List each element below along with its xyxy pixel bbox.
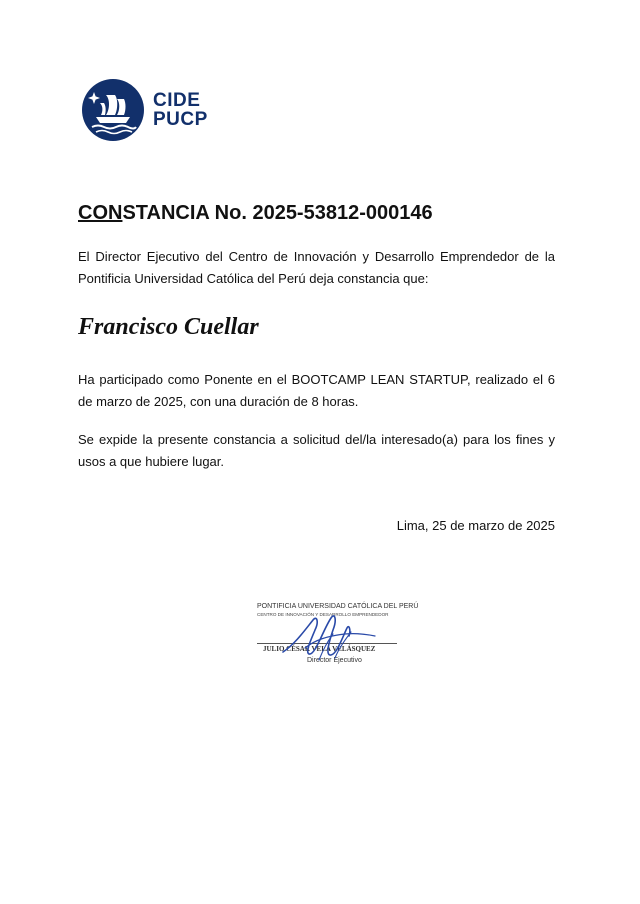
signature-stamp <box>235 598 419 676</box>
cide-pucp-logo <box>82 79 208 141</box>
handwritten-signature-icon <box>275 600 385 670</box>
signer-name: JULIO CÉSAR VELA VELÁSQUEZ <box>263 645 376 653</box>
participation-paragraph: Ha participado como Ponente en el BOOTCAMP LEAN STARTUP, realizado el 6 de marzo de 2025, con una duración de 8 horas. <box>78 372 555 409</box>
stamp-department: CENTRO DE INNOVACIÓN Y DESARROLLO EMPRENDEDOR <box>257 612 389 617</box>
recipient-name: Francisco Cuellar <box>78 314 259 340</box>
title-underlined-part: CON <box>78 202 123 224</box>
signer-role: Director Ejecutivo <box>307 657 362 664</box>
ship-star-emblem-icon <box>82 79 144 141</box>
purpose-paragraph: Se expide la presente constancia a solicitud del/la interesado(a) para los fines y usos a que hubiere lugar. <box>78 432 555 469</box>
intro-paragraph: El Director Ejecutivo del Centro de Innovación y Desarrollo Emprendedor de la Pontificia Universidad Católica del Perú deja constancia que: <box>78 249 555 286</box>
document-title <box>78 201 433 225</box>
title-rest: STANCIA No. 2025-53812-000146 <box>122 202 433 224</box>
logo-line-1: CIDE <box>153 90 201 111</box>
stamp-institution: PONTIFICIA UNIVERSIDAD CATÓLICA DEL PERÚ <box>257 603 419 610</box>
logo-line-2: PUCP <box>153 109 208 130</box>
place-and-date: Lima, 25 de marzo de 2025 <box>396 518 555 533</box>
logo-wordmark <box>153 91 208 129</box>
